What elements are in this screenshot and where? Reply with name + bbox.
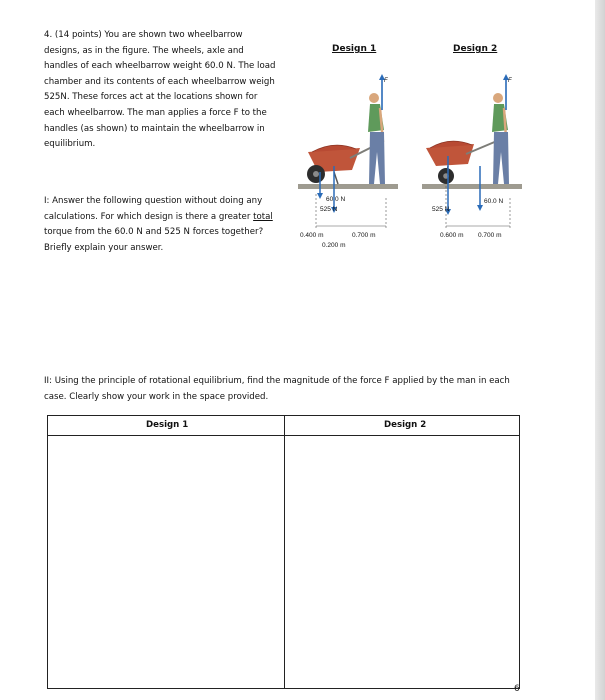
table-header-divider — [48, 435, 519, 436]
design1-ground — [298, 184, 398, 189]
part-two-question: II: Using the principle of rotational equilibrium, find the magnitude of the force F applied by the man in each case. Clearly show your work in the space provided. — [44, 376, 510, 402]
design1-man-legs — [369, 132, 385, 184]
wheelbarrow-figure — [290, 60, 530, 270]
part-one-suffix: torque from the 60.0 N and 525 N forces together? Briefly explain your answer. — [44, 227, 264, 253]
design2-man-head — [493, 93, 503, 103]
design2-man-legs — [493, 132, 509, 184]
design1-man-head — [369, 93, 379, 103]
part-one-prefix: I: Answer the following question without doing any calculations. For which design is there a greater — [44, 196, 263, 222]
table-header-design2: Design 2 — [384, 420, 427, 430]
part-one-question — [44, 194, 280, 256]
part-one-underlined: total — [253, 211, 273, 222]
design2-60n-label: 60.0 N — [484, 198, 504, 205]
design1-dist-b-label: 0.700 m — [352, 232, 376, 239]
question-intro: 4. (14 points) You are shown two wheelbarrow designs, as in the figure. The wheels, axle and handles of each wheelbarrow weight 60.0 N. The load chamber and its contents of each wheelbarrow weigh 525N. These forces act at the locations shown for each wheelbarrow. The man applies a force F to the handles (as shown) to maintain the wheelbarrow in equilibrium. — [44, 30, 276, 150]
table-header-design1: Design 1 — [146, 420, 189, 430]
design2-dist-b-label: 0.700 m — [478, 232, 502, 239]
design2-force-f-label: F — [508, 78, 512, 84]
page-edge — [595, 0, 605, 700]
figure-design2-title: Design 2 — [453, 44, 498, 54]
figure-design1-title: Design 1 — [332, 44, 377, 54]
design1-force-f-label: F — [384, 78, 388, 84]
answer-table — [47, 415, 520, 689]
design1-illustration — [298, 74, 398, 249]
design2-dist-a-label: 0.600 m — [440, 232, 464, 239]
design1-dist-a-label: 0.400 m — [300, 232, 324, 239]
design1-dist-c-label: 0.200 m — [322, 242, 346, 249]
design1-525n-label: 525 N — [320, 206, 338, 213]
page-number: 6 — [514, 684, 520, 694]
design2-525n-label: 525 N — [432, 206, 450, 213]
design2-illustration — [422, 74, 522, 239]
design2-ground — [422, 184, 522, 189]
design1-60n-label: 60.0 N — [326, 196, 346, 203]
table-divider — [284, 416, 285, 688]
